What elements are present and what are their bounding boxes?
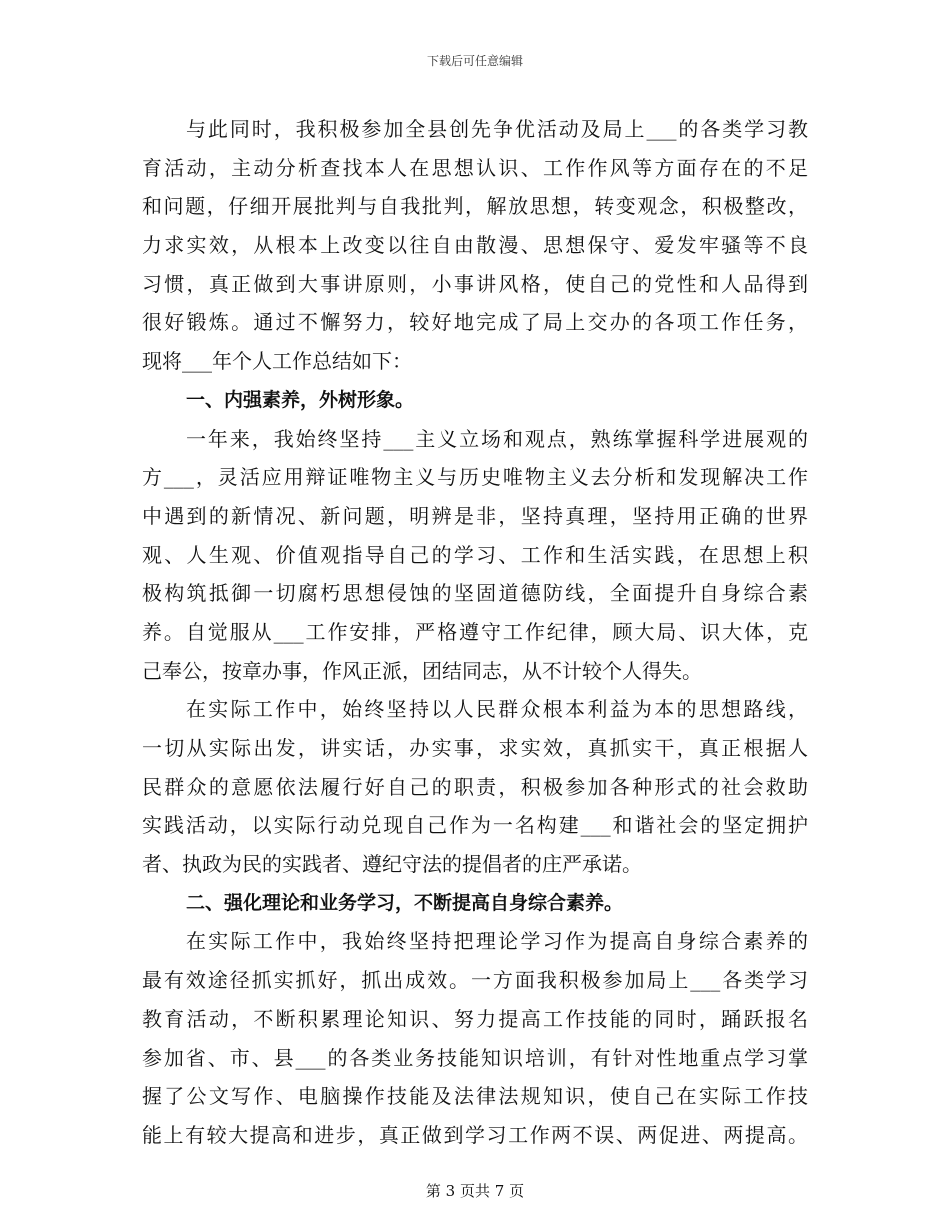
paragraph-line: 习惯，真正做到大事讲原则，小事讲风格，使自己的党性和人品得到: [142, 271, 808, 296]
paragraph-line: 中遇到的新情况、新问题，明辨是非，坚持真理，坚持用正确的世界: [142, 503, 808, 528]
paragraph-line: 能上有较大提高和进步，真正做到学习工作两不误、两促进、两提高。: [142, 1122, 808, 1147]
paragraph-line: 与此同时，我积极参加全县创先争优活动及局上___的各类学习教: [186, 117, 808, 141]
page-header: 下载后可任意编辑: [426, 54, 523, 68]
paragraph-line: 最有效途径抓实抓好，抓出成效。一方面我积极参加局上___各类学习: [142, 968, 808, 993]
paragraph-line: 教育活动，不断积累理论知识、努力提高工作技能的同时，踊跃报名: [142, 1006, 808, 1031]
paragraph-line: 方___，灵活应用辩证唯物主义与历史唯物主义去分析和发现解决工作: [142, 465, 808, 490]
page-footer: 第 3 页共 7 页: [425, 1182, 525, 1200]
paragraph-line: 参加省、市、县___的各类业务技能知识培训，有针对性地重点学习掌: [142, 1045, 808, 1070]
paragraph-line: 在实际工作中，始终坚持以人民群众根本利益为本的思想路线，: [186, 697, 808, 722]
paragraph-line: 力求实效，从根本上改变以往自由散漫、思想保守、爱发牢骚等不良: [142, 233, 808, 258]
paragraph-line: 养。自觉服从___工作安排，严格遵守工作纪律，顾大局、识大体，克: [142, 619, 808, 644]
paragraph-line: 者、执政为民的实践者、遵纪守法的提倡者的庄严承诺。: [142, 852, 642, 877]
paragraph-line: 己奉公，按章办事，作风正派，团结同志，从不计较个人得失。: [142, 658, 702, 683]
paragraph-line: 育活动，主动分析查找本人在思想认识、工作作风等方面存在的不足: [142, 155, 808, 180]
section-heading: 一、内强素养，外树形象。: [186, 388, 415, 411]
paragraph-line: 现将___年个人工作总结如下：: [142, 349, 412, 374]
paragraph-line: 一切从实际出发，讲实话，办实事，求实效，真抓实干，真正根据人: [142, 736, 808, 760]
paragraph-line: 和问题，仔细开展批判与自我批判，解放思想，转变观念，积极整改，: [142, 194, 808, 219]
paragraph-line: 实践活动，以实际行动兑现自己作为一名构建___和谐社会的坚定拥护: [142, 813, 808, 838]
paragraph-line: 很好锻炼。通过不懈努力，较好地完成了局上交办的各项工作任务，: [142, 310, 808, 335]
paragraph-line: 在实际工作中，我始终坚持把理论学习作为提高自身综合素养的: [186, 929, 808, 954]
document-body: [142, 110, 808, 1155]
paragraph-line: 民群众的意愿依法履行好自己的职责，积极参加各种形式的社会救助: [142, 774, 808, 799]
paragraph-line: 观、人生观、价值观指导自己的学习、工作和生活实践，在思想上积: [142, 542, 808, 567]
section-heading: 二、强化理论和业务学习，不断提高自身综合素养。: [186, 891, 624, 914]
paragraph-line: 握了公文写作、电脑操作技能及法律法规知识，使自己在实际工作技: [142, 1084, 808, 1109]
paragraph-line: 极构筑抵御一切腐朽思想侵蚀的坚固道德防线，全面提升自身综合素: [142, 581, 808, 606]
paragraph-line: 一年来，我始终坚持___主义立场和观点，熟练掌握科学进展观的: [186, 426, 808, 451]
